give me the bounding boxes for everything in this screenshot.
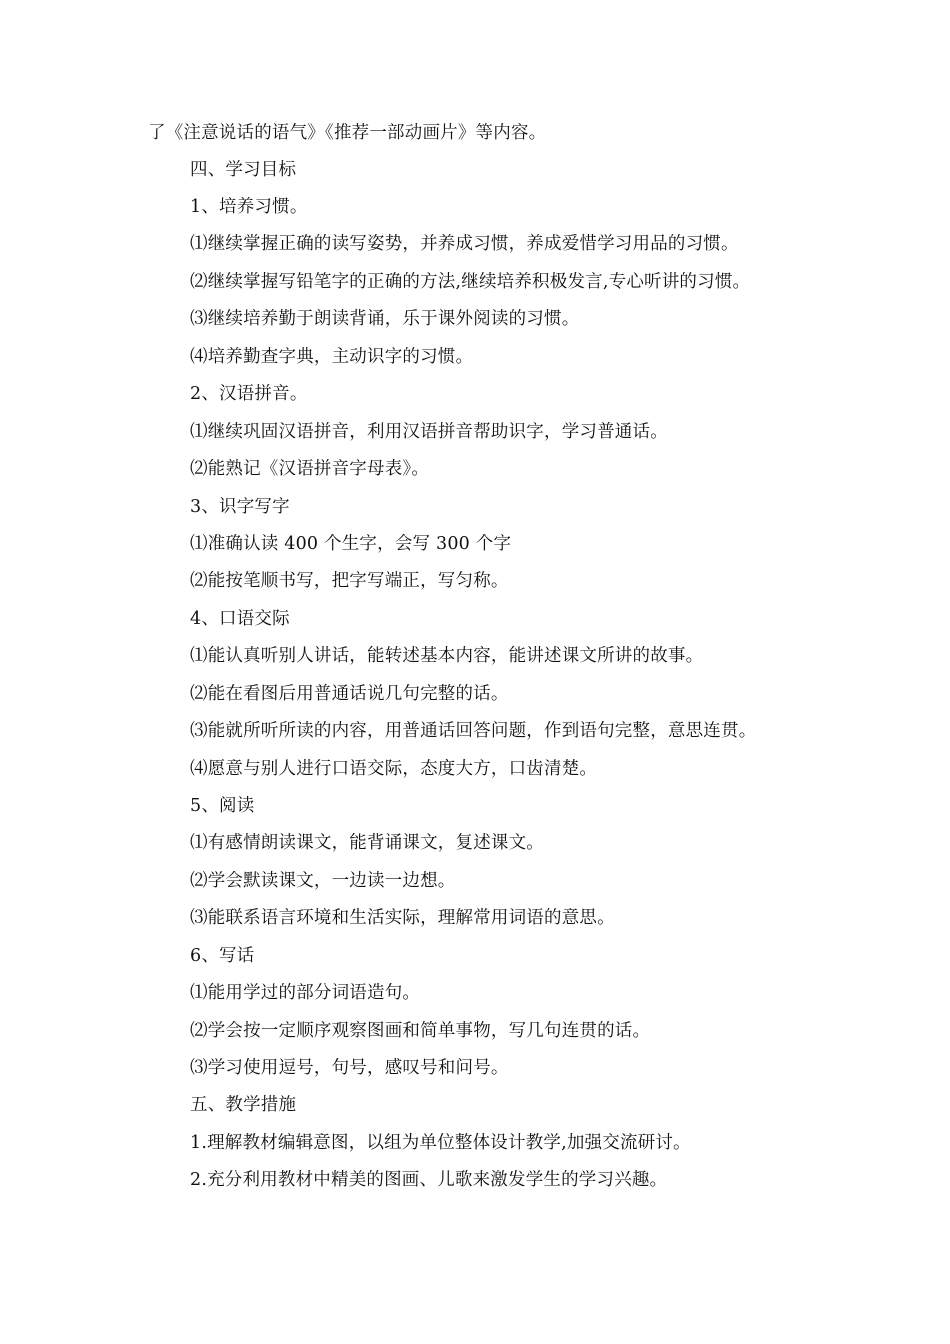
subheading-pinyin: 2、汉语拼音。 bbox=[190, 384, 308, 404]
list-item: 2.充分利用教材中精美的图画、儿歌来激发学生的学习兴趣。 bbox=[190, 1170, 668, 1190]
list-item: ⑴能用学过的部分词语造句。 bbox=[190, 983, 421, 1003]
list-item: ⑷愿意与别人进行口语交际，态度大方，口齿清楚。 bbox=[190, 759, 598, 779]
list-item: ⑵能按笔顺书写，把字写端正，写匀称。 bbox=[190, 571, 509, 591]
list-item: ⑵继续掌握写铅笔字的正确的方法,继续培养积极发言,专心听讲的习惯。 bbox=[190, 272, 751, 292]
list-item: 1.理解教材编辑意图，以组为单位整体设计教学,加强交流研讨。 bbox=[190, 1133, 691, 1153]
list-item: ⑴能认真听别人讲话，能转述基本内容，能讲述课文所讲的故事。 bbox=[190, 646, 704, 666]
list-item: ⑵学会默读课文，一边读一边想。 bbox=[190, 871, 456, 891]
paragraph-continuation: 了《注意说话的语气》《推荐一部动画片》等内容。 bbox=[148, 123, 547, 143]
subheading-reading: 5、阅读 bbox=[190, 796, 255, 816]
list-item: ⑵学会按一定顺序观察图画和简单事物，写几句连贯的话。 bbox=[190, 1021, 651, 1041]
list-item: ⑶能联系语言环境和生活实际，理解常用词语的意思。 bbox=[190, 908, 615, 928]
section-heading-teaching-measures: 五、教学措施 bbox=[190, 1095, 297, 1115]
list-item: ⑷培养勤查字典，主动识字的习惯。 bbox=[190, 347, 474, 367]
list-item: ⑵能熟记《汉语拼音字母表》。 bbox=[190, 459, 430, 479]
list-item: ⑴继续巩固汉语拼音，利用汉语拼音帮助识字，学习普通话。 bbox=[190, 422, 668, 442]
list-item: ⑴继续掌握正确的读写姿势，并养成习惯，养成爱惜学习用品的习惯。 bbox=[190, 234, 739, 254]
subheading-writing: 6、写话 bbox=[190, 946, 255, 966]
subheading-literacy: 3、识字写字 bbox=[190, 497, 290, 517]
list-item: ⑶继续培养勤于朗读背诵，乐于课外阅读的习惯。 bbox=[190, 309, 580, 329]
section-heading-learning-goals: 四、学习目标 bbox=[190, 160, 297, 180]
subheading-habits: 1、培养习惯。 bbox=[190, 197, 308, 217]
list-item: ⑴准确认读 400 个生字，会写 300 个字 bbox=[190, 534, 512, 554]
list-item: ⑴有感情朗读课文，能背诵课文，复述课文。 bbox=[190, 833, 544, 853]
list-item: ⑶能就所听所读的内容，用普通话回答问题，作到语句完整，意思连贯。 bbox=[190, 721, 757, 741]
subheading-oral-communication: 4、口语交际 bbox=[190, 609, 290, 629]
list-item: ⑵能在看图后用普通话说几句完整的话。 bbox=[190, 684, 509, 704]
list-item: ⑶学习使用逗号，句号，感叹号和问号。 bbox=[190, 1058, 509, 1078]
